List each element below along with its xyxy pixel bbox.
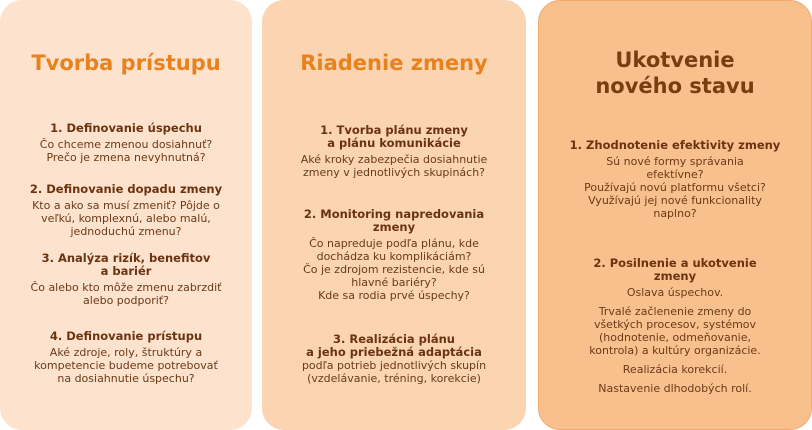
section-definovanie-dopadu <box>10 183 242 238</box>
section-definovanie-pristupu <box>10 330 242 385</box>
section-heading: 2. Definovanie dopadu zmeny <box>29 182 223 196</box>
section-heading: 4. Definovanie prístupu <box>49 329 203 343</box>
section-text: Čo alebo kto môže zmenu zabrzdiť alebo podporiť? <box>30 281 222 307</box>
section-text: Kto a ako sa musí zmeniť? Pôjde o veľkú, komplexnú, alebo malú, jednoduchú zmenu? <box>32 199 220 238</box>
section-text: Nastavenie dlhodobých rolí. <box>598 382 752 395</box>
section-text: Aké zdroje, roly, štruktúry a kompetencie budeme potrebovať na dosiahnutie úspechu? <box>34 346 218 385</box>
section-definovanie-uspechu <box>10 122 242 164</box>
column-title: Tvorba prístupu <box>31 51 221 75</box>
section-posilnenie-ukotvenie <box>549 257 801 395</box>
section-text: Čo chceme zmenou dosiahnuť? Prečo je zmena nevyhnutná? <box>39 138 213 164</box>
section-text: podľa potrieb jednotlivých skupín (vzdelávanie, tréning, korekcie) <box>301 359 487 385</box>
column-title: Ukotvenie nového stavu <box>595 48 755 98</box>
column-riadenie-zmeny <box>262 0 526 430</box>
section-monitoring <box>272 208 516 302</box>
column-ukotvenie-noveho-stavu <box>538 0 812 430</box>
section-analyza-rizik <box>10 252 242 307</box>
section-heading: 1. Tvorba plánu zmeny a plánu komunikácie <box>320 123 468 150</box>
section-heading: 2. Monitoring napredovania zmeny <box>303 207 485 234</box>
column-tvorba-pristupu <box>0 0 252 430</box>
section-realizacia-planu <box>272 333 516 385</box>
section-tvorba-planu <box>272 124 516 179</box>
section-text: Sú nové formy správania efektívne? Používajú novú platformu všetci? Využívajú jej nové funkcionality naplno? <box>584 155 766 220</box>
section-heading: 3. Realizácia plánu a jeho priebežná adaptácia <box>306 332 482 359</box>
section-heading: 2. Posilnenie a ukotvenie zmeny <box>593 256 757 283</box>
section-heading: 1. Definovanie úspechu <box>50 121 202 135</box>
section-text: Trvalé začlenenie zmeny do všetkých procesov, systémov (hodnotenie, odmeňovanie, kontrola) a kultúry organizácie. <box>589 305 761 357</box>
section-heading: 1. Zhodnotenie efektivity zmeny <box>569 138 781 152</box>
section-text: Oslava úspechov. <box>626 286 724 299</box>
section-heading: 3. Analýza rizík, benefitov a bariér <box>41 251 211 278</box>
section-text: Realizácia korekcií. <box>622 363 728 376</box>
section-zhodnotenie-efektivity <box>549 139 801 220</box>
section-text: Aké kroky zabezpečia dosiahnutie zmeny v jednotlivých skupinách? <box>300 153 488 179</box>
section-text: Čo napreduje podľa plánu, kde dochádza ku komplikáciám? Čo je zdrojom rezistencie, kde sú hlavné bariéry? Kde sa rodia prvé úspechy? <box>303 237 485 302</box>
column-title: Riadenie zmeny <box>300 51 488 75</box>
